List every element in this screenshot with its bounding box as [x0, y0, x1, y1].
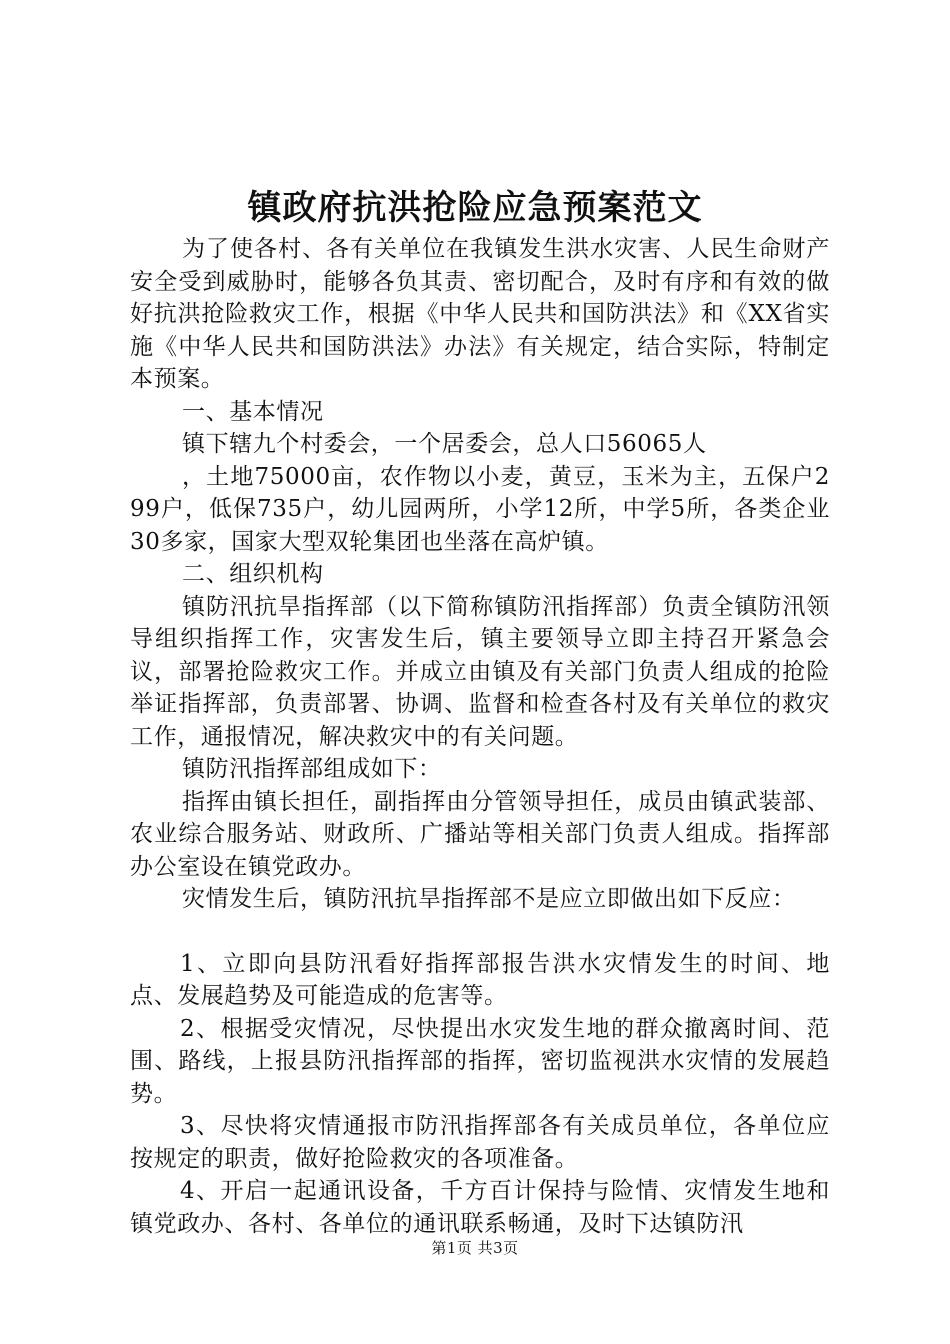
paragraph-command-center: 镇防汛抗旱指挥部（以下简称镇防汛指挥部）负责全镇防汛领导组织指挥工作，灾害发生后，镇主要领导立即主持召开紧急会议，部署抢险救灾工作。并成立由镇及有关部门负责人组成的抢险举证指挥部，负责部署、协调、监督和检查各村及有关单位的救灾工作，通报情况，解决救灾中的有关问题。 [130, 593, 830, 750]
paragraph-intro: 为了使各村、各有关单位在我镇发生洪水灾害、人民生命财产安全受到威胁时，能够各负其责、密切配合，及时有序和有效的做好抗洪抢险救灾工作，根据《中华人民共和国防洪法》和《XX省实施《中华人民共和国防洪法》办法》有关规定，结合实际，特制定本预案。 [130, 236, 830, 392]
document-body [130, 233, 830, 1240]
paragraph-composition-heading: 镇防汛指挥部组成如下： [182, 756, 442, 782]
page-footer: 第1页 共3页 [431, 1239, 519, 1257]
list-item: 2、根据受灾情况，尽快提出水灾发生地的群众撤离时间、范围、路线，上报县防汛指挥部的指挥，密切监视洪水灾情的发展趋势。 [130, 1015, 830, 1107]
list-item: 4、开启一起通讯设备，千方百计保持与险情、灾情发生地和镇党政办、各村、各单位的通讯联系畅通，及时下达镇防汛 [130, 1178, 830, 1237]
document-title: 镇政府抗洪抢险应急预案范文 [247, 188, 703, 228]
paragraph-composition: 指挥由镇长担任，副指挥由分管领导担任，成员由镇武装部、农业综合服务站、财政所、广播站等相关部门负责人组成。指挥部办公室设在镇党政办。 [130, 788, 830, 880]
list-item: 3、尽快将灾情通报市防汛指挥部各有关成员单位，各单位应按规定的职责，做好抢险救灾的各项准备。 [130, 1113, 830, 1172]
paragraph-population: 镇下辖九个村委会，一个居委会，总人口56065人 [182, 431, 707, 457]
paragraph-land: ，土地75000亩，农作物以小麦，黄豆，玉米为主，五保户299户，低保735户，幼儿园两所，小学12所，中学5所，各类企业30多家，国家大型双轮集团也坐落在高炉镇。 [130, 463, 830, 555]
blank-line [130, 916, 830, 948]
list-item: 1、立即向县防汛看好指挥部报告洪水灾情发生的时间、地点、发展趋势及可能造成的危害等。 [130, 950, 830, 1009]
paragraph-response-intro: 灾情发生后，镇防汛抗旱指挥部不是应立即做出如下反应： [182, 886, 796, 912]
heading-organization: 二、组织机构 [182, 561, 324, 587]
heading-basic-situation: 一、基本情况 [182, 398, 324, 425]
